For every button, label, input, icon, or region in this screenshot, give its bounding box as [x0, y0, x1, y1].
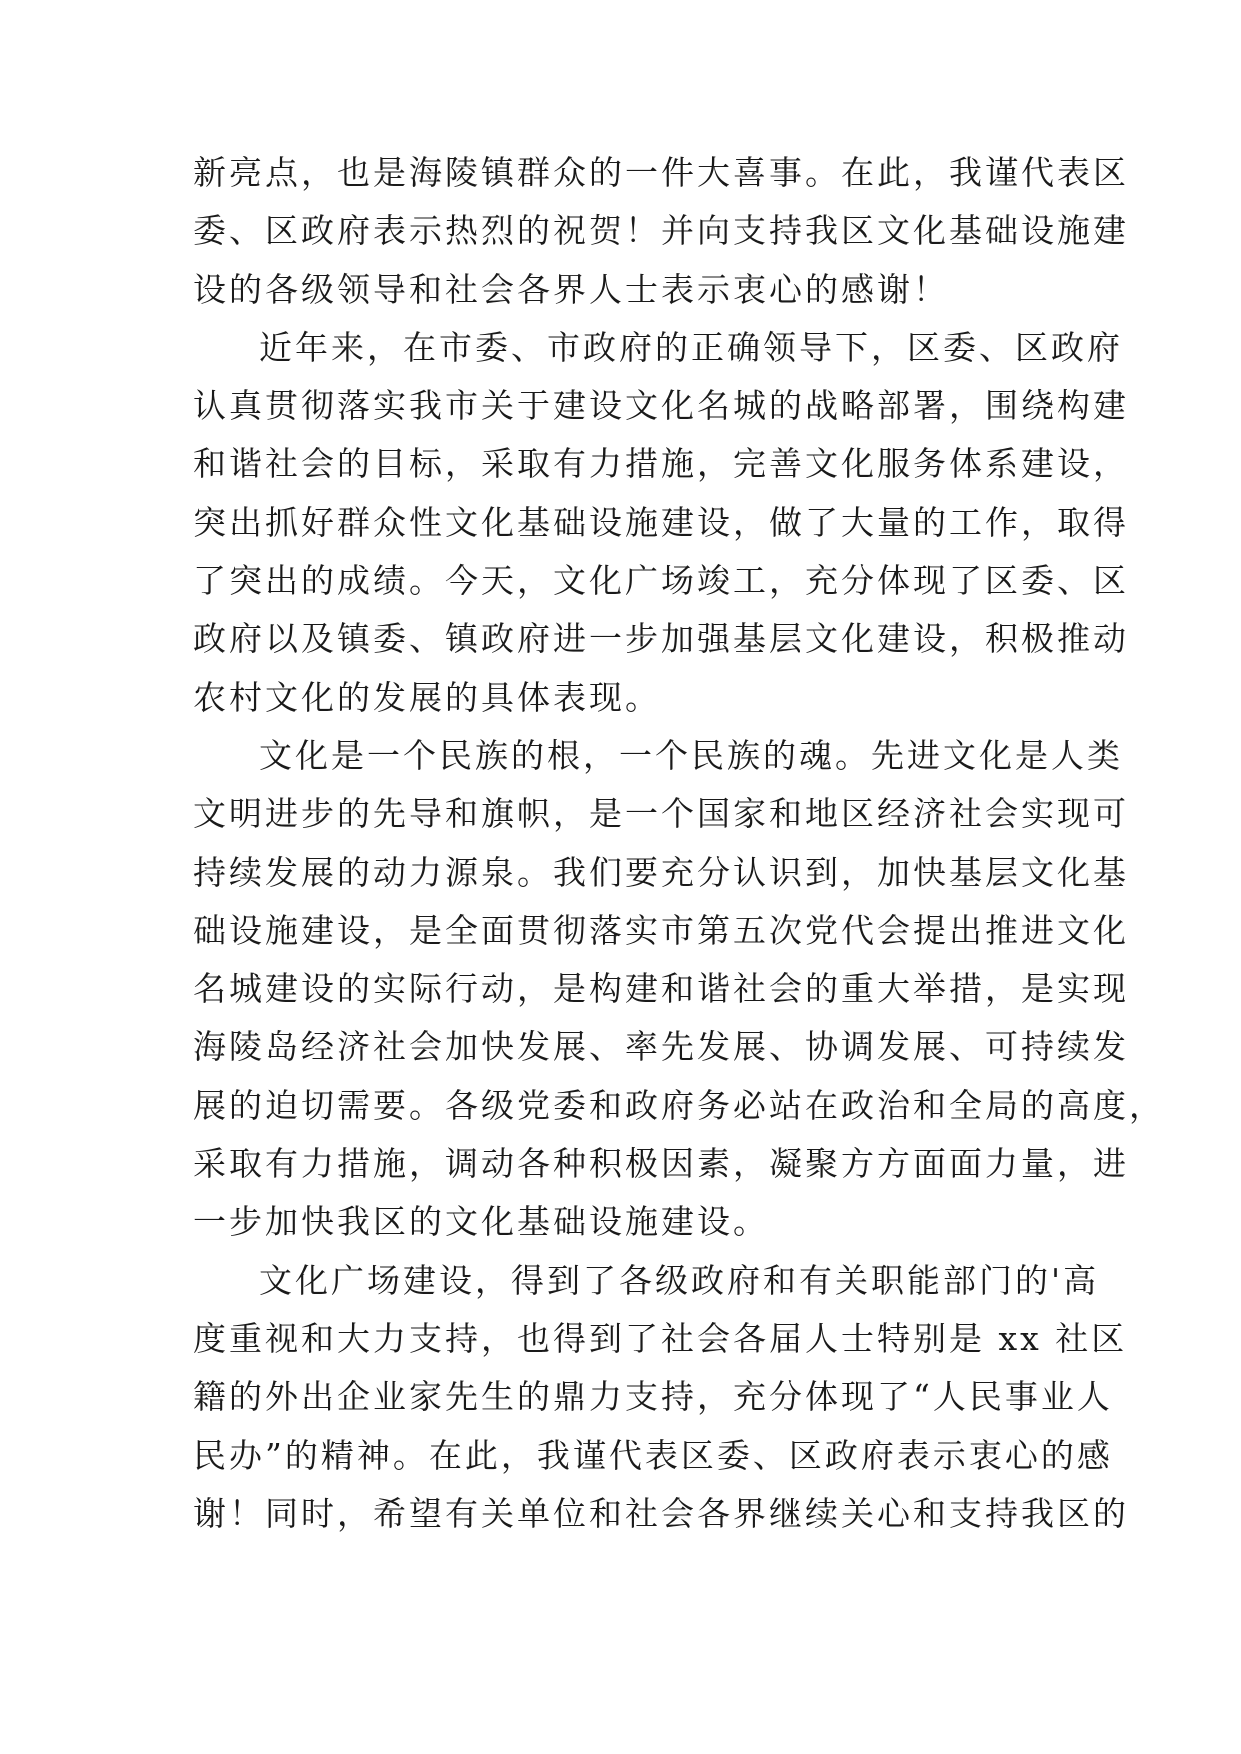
text-line: 和谐社会的目标，采取有力措施，完善文化服务体系建设， — [193, 444, 1129, 484]
text-line: 认真贯彻落实我市关于建设文化名城的战略部署，围绕构建 — [193, 386, 1129, 426]
text-line: 展的迫切需要。各级党委和政府务必站在政治和全局的高度， — [193, 1085, 1165, 1125]
document-body — [193, 144, 1165, 1543]
text-line: 近年来，在市委、市政府的正确领导下，区委、区政府 — [259, 327, 1123, 367]
text-line: 持续发展的动力源泉。我们要充分认识到，加快基层文化基 — [193, 852, 1129, 892]
text-line: 文明进步的先导和旗帜，是一个国家和地区经济社会实现可 — [193, 794, 1129, 834]
text-line: 农村文化的发展的具体表现。 — [193, 677, 661, 717]
text-line: 采取有力措施，调动各种积极因素，凝聚方方面面力量，进 — [193, 1144, 1129, 1184]
paragraph-4 — [193, 1252, 1129, 1543]
text-line: 度重视和大力支持，也得到了社会各届人士特别是 xx 社区 — [193, 1318, 1128, 1358]
text-line: 一步加快我区的文化基础设施建设。 — [193, 1202, 769, 1242]
text-line: 海陵岛经济社会加快发展、率先发展、协调发展、可持续发 — [193, 1027, 1129, 1067]
text-line: 政府以及镇委、镇政府进一步加强基层文化建设，积极推动 — [193, 619, 1129, 659]
text-line: 文化广场建设，得到了各级政府和有关职能部门的'高 — [259, 1260, 1100, 1300]
text-line: 委、区政府表示热烈的祝贺！并向支持我区文化基础设施建 — [193, 211, 1129, 251]
text-line: 新亮点，也是海陵镇群众的一件大喜事。在此，我谨代表区 — [193, 153, 1129, 192]
text-line: 民办”的精神。在此，我谨代表区委、区政府表示衷心的感 — [193, 1435, 1113, 1475]
text-line: 础设施建设，是全面贯彻落实市第五次党代会提出推进文化 — [193, 910, 1129, 950]
text-line: 突出抓好群众性文化基础设施建设，做了大量的工作，取得 — [193, 502, 1129, 542]
text-line: 名城建设的实际行动，是构建和谐社会的重大举措，是实现 — [193, 969, 1129, 1009]
text-line: 设的各级领导和社会各界人士表示衷心的感谢！ — [193, 269, 949, 309]
text-line: 文化是一个民族的根，一个民族的魂。先进文化是人类 — [259, 735, 1123, 775]
paragraph-3 — [193, 727, 1165, 1252]
text-line: 了突出的成绩。今天，文化广场竣工，充分体现了区委、区 — [193, 561, 1129, 601]
text-line: 谢！同时，希望有关单位和社会各界继续关心和支持我区的 — [193, 1493, 1129, 1533]
paragraph-1 — [193, 144, 1129, 319]
paragraph-2 — [193, 319, 1129, 727]
text-line: 籍的外出企业家先生的鼎力支持，充分体现了“人民事业人 — [193, 1377, 1113, 1417]
